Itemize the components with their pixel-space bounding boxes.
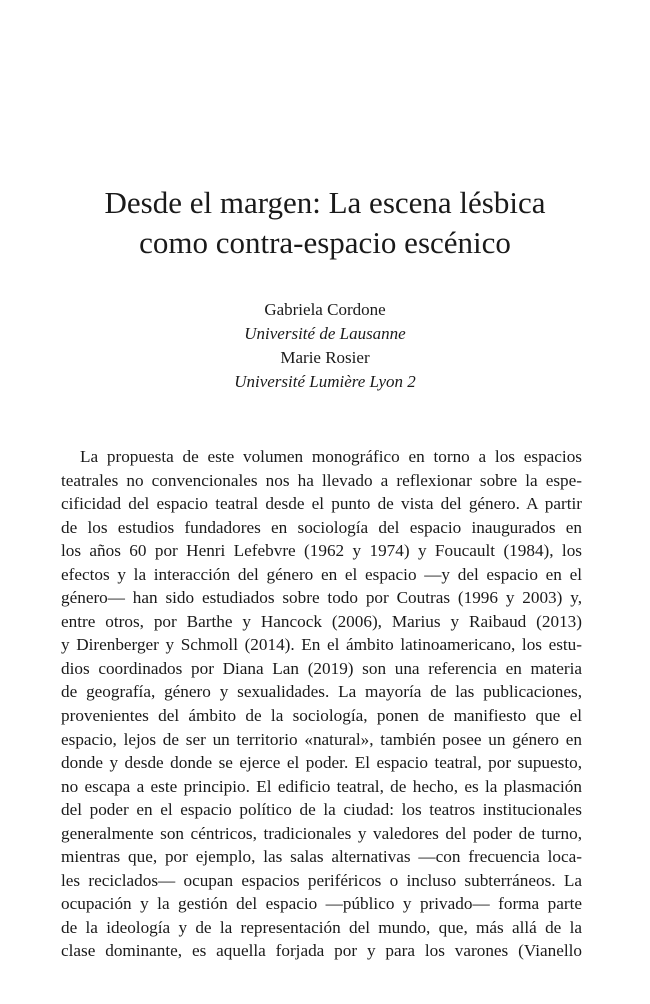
paragraph-line: cificidad del espacio teatral desde el punto de vista del género. A partir: [61, 494, 582, 514]
paragraph-line: mientras que, por ejemplo, las salas alternativas —con frecuencia loca-: [61, 847, 582, 867]
author-affiliation: Université Lumière Lyon 2: [234, 372, 416, 391]
paragraph-line: del poder en el espacio político de la ciudad: los teatros institucionales: [61, 800, 582, 820]
paragraph-line: de la ideología y de la representación del mundo, que, más allá de la: [61, 917, 582, 937]
author-name: Marie Rosier: [280, 348, 370, 367]
paragraph-line: provenientes del ámbito de la sociología, ponen de manifiesto que el: [61, 706, 582, 726]
paragraph-line: y Direnberger y Schmoll (2014). En el ámbito latinoamericano, los estu-: [61, 635, 582, 655]
paragraph-line: de geografía, género y sexualidades. La mayoría de las publicaciones,: [61, 682, 582, 702]
paragraph-line: donde y desde donde se ejerce el poder. El espacio teatral, por supuesto,: [61, 753, 582, 773]
paragraph-line: de los estudios fundadores en sociología del espacio inaugurados en: [61, 517, 582, 537]
paragraph-line: La propuesta de este volumen monográfico en torno a los espacios: [80, 447, 582, 466]
paragraph-line: generalmente son céntricos, tradicionales y valedores del poder de turno,: [61, 823, 582, 843]
paragraph-line: teatrales no convencionales nos ha llevado a reflexionar sobre la espe-: [61, 470, 582, 490]
paragraph-line: ocupación y la gestión del espacio —público y privado— forma parte: [61, 894, 582, 914]
paragraph-line: los años 60 por Henri Lefebvre (1962 y 1974) y Foucault (1984), los: [61, 541, 582, 561]
article-title: [60, 183, 590, 263]
title-line: Desde el margen: La escena lésbica: [104, 185, 546, 220]
paragraph-line: dios coordinados por Diana Lan (2019) son una referencia en materia: [61, 658, 582, 678]
paragraph-line: espacio, lejos de ser un territorio «natural», también posee un género en: [61, 729, 582, 749]
paragraph-line: entre otros, por Barthe y Hancock (2006), Marius y Raibaud (2013): [61, 611, 582, 631]
author-name: Gabriela Cordone: [264, 300, 386, 319]
author-affiliation: Université de Lausanne: [244, 324, 406, 343]
title-line: como contra-espacio escénico: [139, 225, 511, 260]
paragraph-line: género— han sido estudiados sobre todo por Coutras (1996 y 2003) y,: [61, 588, 582, 608]
paragraph-line: les reciclados— ocupan espacios periféricos o incluso subterráneos. La: [61, 870, 582, 890]
paragraph-line: clase dominante, es aquella forjada por y para los varones (Vianello: [61, 941, 582, 961]
body-paragraph: [61, 445, 582, 963]
paragraph-line: efectos y la interacción del género en el espacio —y del espacio en el: [61, 564, 582, 584]
author-block: [100, 298, 550, 394]
paragraph-line: no escapa a este principio. El edificio teatral, de hecho, es la plasmación: [61, 776, 582, 796]
